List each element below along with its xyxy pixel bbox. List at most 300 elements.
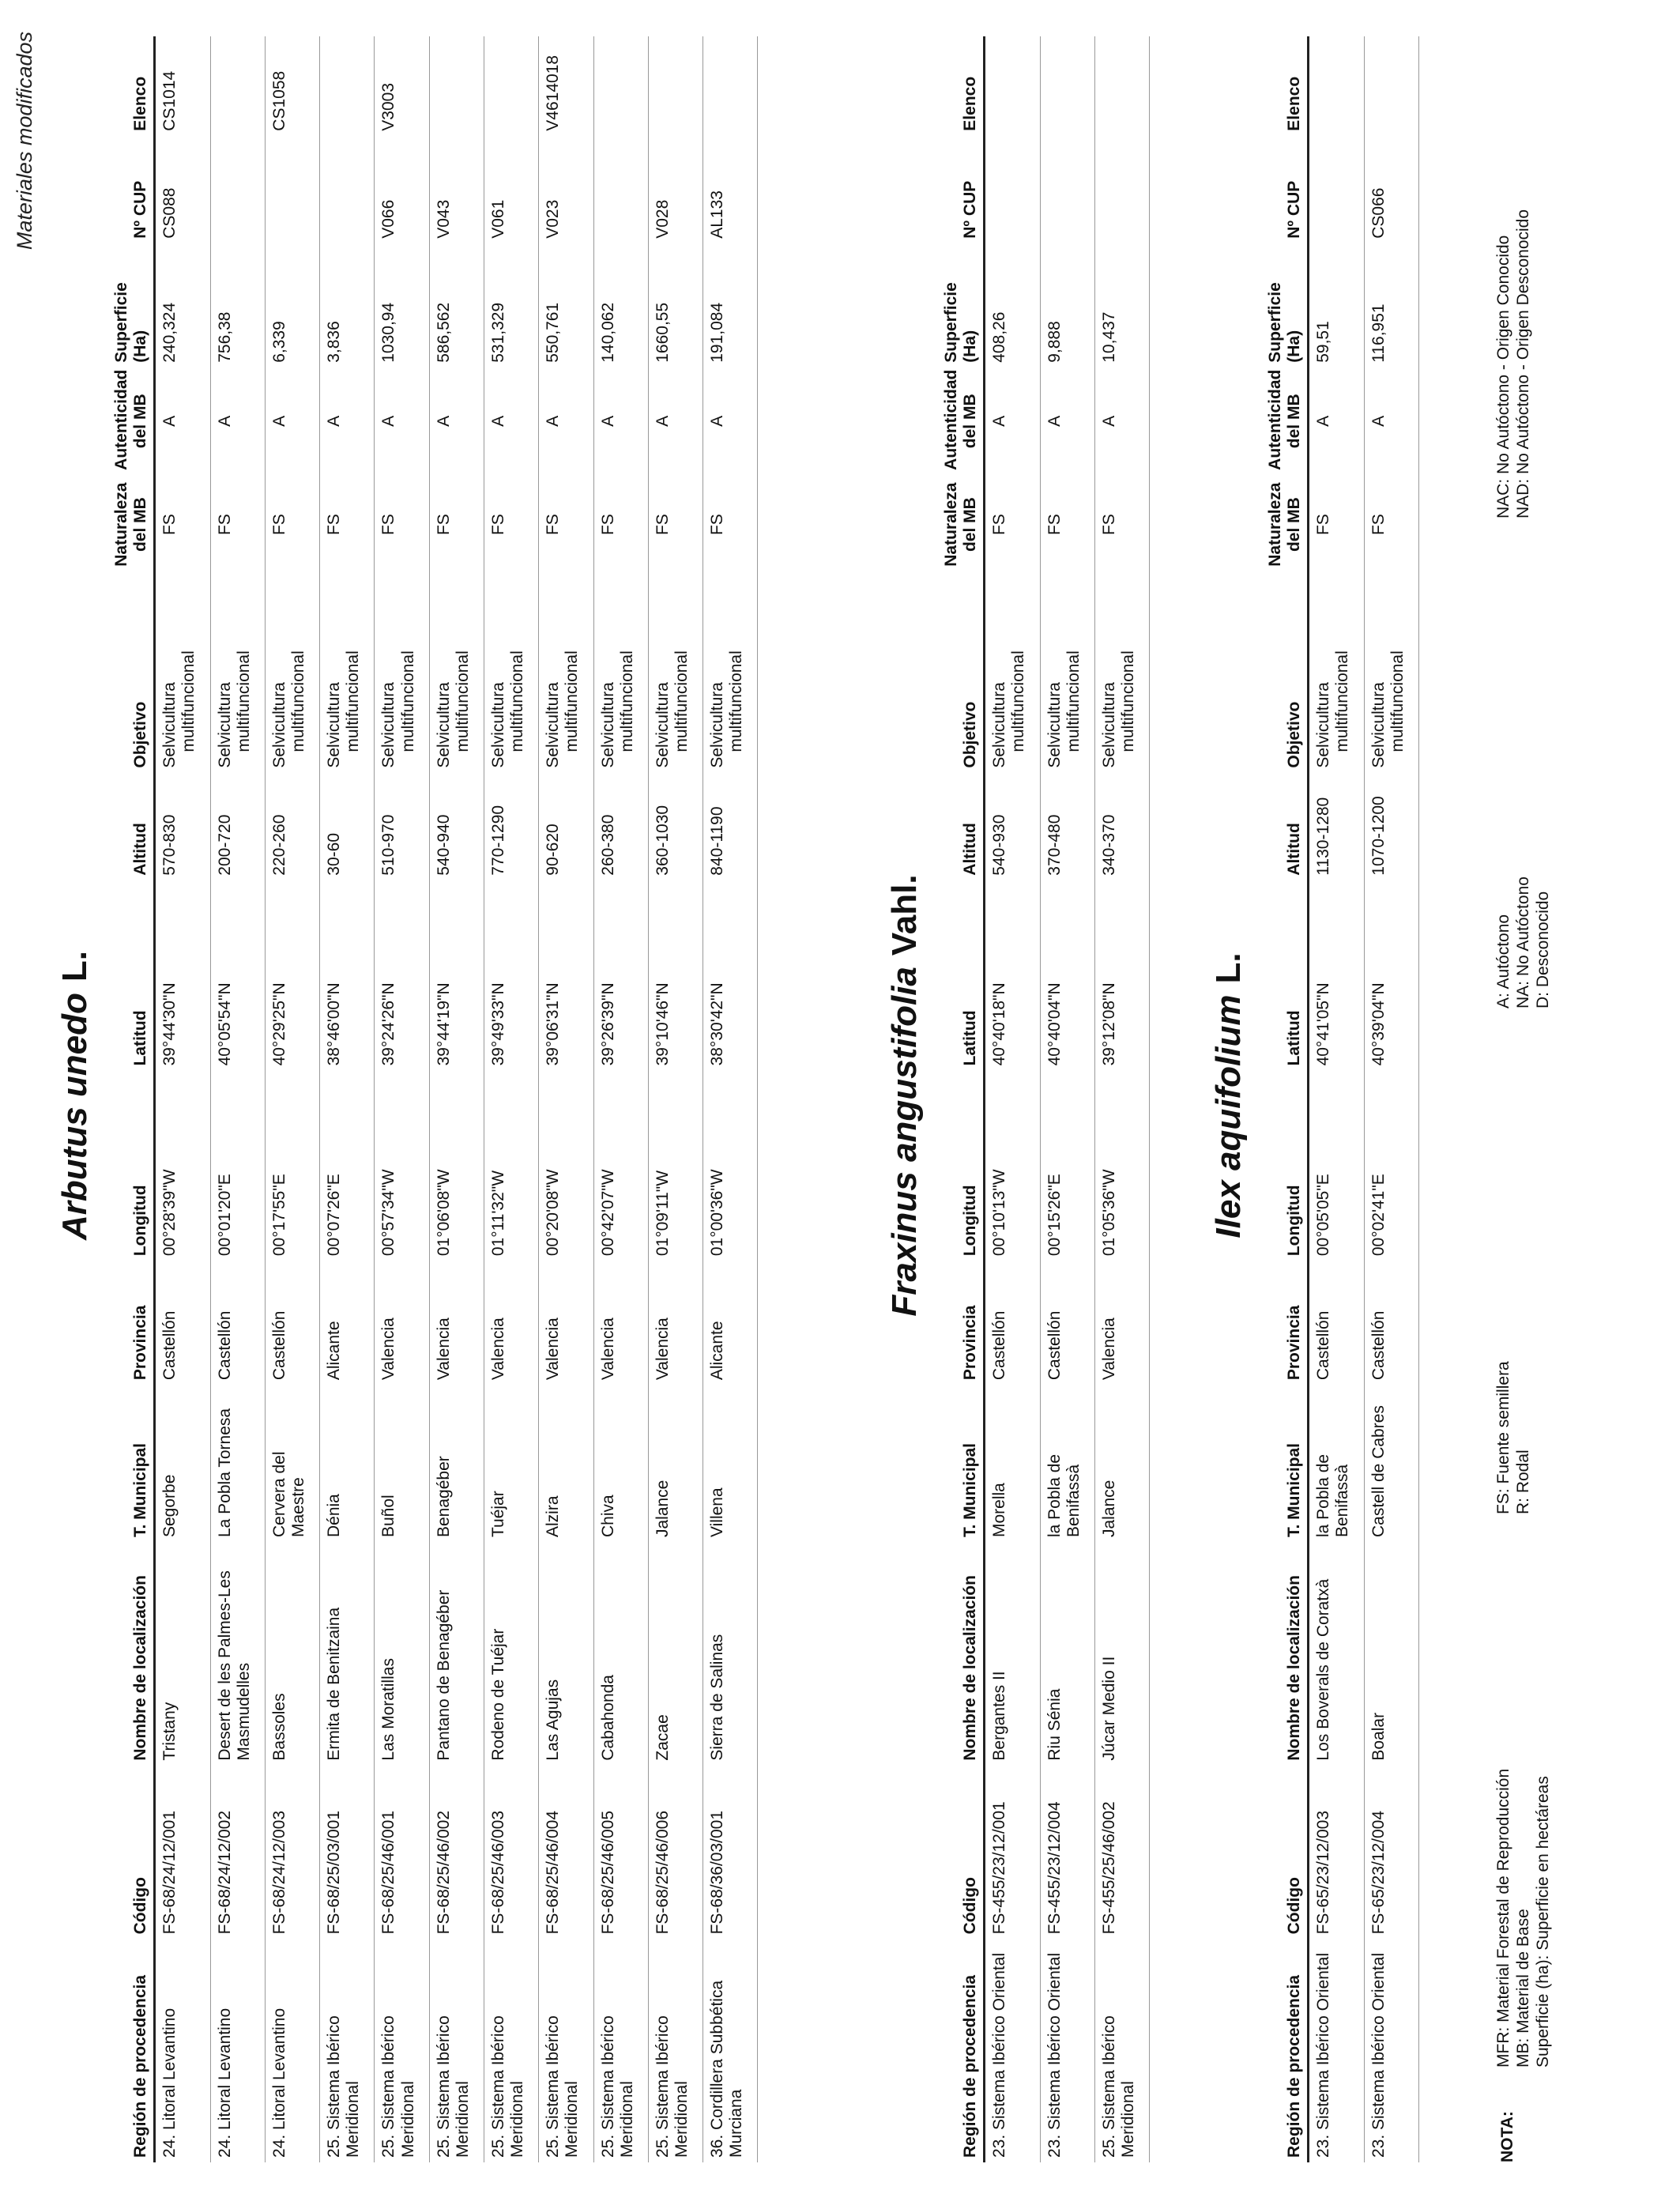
notes-label: NOTA: (1498, 2111, 1516, 2162)
cell-altitud: 200-720 (210, 773, 265, 880)
cell-longitud: 00°05'05"E (1309, 1070, 1364, 1261)
cell-autenticidad: A (593, 368, 648, 475)
cell-codigo: FS-455/25/46/002 (1094, 1766, 1149, 1940)
cell-region: 25. Sistema Ibérico Meridional (593, 1939, 648, 2162)
species-genus: Fraxinus angustifolia (885, 967, 924, 1317)
objetivo-line-2: multifuncional (1333, 650, 1352, 752)
column-header: Superficie (Ha) (112, 243, 155, 368)
column-header: Código (1266, 1766, 1309, 1940)
objetivo-line-1: Selvicultura (1369, 682, 1388, 768)
cell-objetivo (985, 574, 1040, 772)
notes-col-1 (1494, 1769, 1554, 2068)
cell-provincia: Valencia (429, 1261, 484, 1385)
objetivo-line-2: multifuncional (508, 650, 527, 752)
table-row (484, 36, 538, 2162)
cell-nombre: Cabahonda (593, 1542, 648, 1766)
objetivo-line-2: multifuncional (1118, 650, 1137, 752)
cell-elenco (1094, 36, 1149, 136)
cell-elenco (1364, 36, 1418, 136)
cell-provincia: Castellón (1040, 1261, 1094, 1385)
cell-municipio: Jalance (1094, 1385, 1149, 1542)
cell-elenco (320, 36, 375, 136)
cell-altitud: 1130-1280 (1309, 773, 1364, 880)
cell-latitud: 40°39'04"N (1364, 880, 1418, 1071)
objetivo-line-1: Selvicultura (488, 682, 507, 768)
cell-cup: V023 (539, 136, 593, 243)
note-line: NAD: No Autóctono - Origen Desconocido (1514, 209, 1533, 518)
cell-altitud: 90-620 (539, 773, 593, 880)
species-title (885, 28, 925, 2162)
cell-objetivo (1094, 574, 1149, 772)
objetivo-line-1: Selvicultura (990, 682, 1009, 768)
cell-codigo: FS-455/23/12/004 (1040, 1766, 1094, 1940)
cell-longitud: 01°09'11"W (648, 1070, 703, 1261)
cell-provincia: Valencia (648, 1261, 703, 1385)
cell-longitud: 01°05'36"W (1094, 1070, 1149, 1261)
cell-codigo: FS-68/25/46/002 (429, 1766, 484, 1940)
cell-superficie: 1660,55 (648, 243, 703, 368)
cell-latitud: 40°05'54"N (210, 880, 265, 1071)
cell-longitud: 00°15'26"E (1040, 1070, 1094, 1261)
column-header: Elenco (1266, 36, 1309, 136)
notes-col-2 (1494, 1361, 1533, 1514)
cell-naturaleza: FS (210, 475, 265, 575)
table-row (210, 36, 265, 2162)
cell-region: 23. Sistema Ibérico Oriental (1364, 1939, 1418, 2162)
cell-naturaleza: FS (429, 475, 484, 575)
cell-codigo: FS-68/25/46/006 (648, 1766, 703, 1940)
species-table (1266, 36, 1419, 2162)
objetivo-line-2: multifuncional (617, 650, 636, 752)
column-header: Elenco (112, 36, 155, 136)
cell-naturaleza: FS (484, 475, 538, 575)
cell-provincia: Alicante (703, 1261, 758, 1385)
cell-autenticidad: A (1094, 368, 1149, 475)
column-header: Nº CUP (1266, 136, 1309, 243)
cell-naturaleza: FS (1040, 475, 1094, 575)
cell-cup: CS088 (155, 136, 210, 243)
column-header: Región de procedencia (1266, 1939, 1309, 2162)
column-header: Elenco (942, 36, 985, 136)
cell-nombre: Pantano de Benagéber (429, 1542, 484, 1766)
column-header: Superficie (Ha) (1266, 243, 1309, 368)
cell-nombre: Bergantes II (985, 1542, 1040, 1766)
column-header: Latitud (942, 880, 985, 1071)
column-header: Nº CUP (942, 136, 985, 243)
species-genus: Ilex aquifolium (1209, 994, 1248, 1238)
objetivo-line-1: Selvicultura (544, 682, 563, 768)
cell-elenco (210, 36, 265, 136)
note-line: A: Autóctono (1494, 914, 1512, 1008)
cell-naturaleza: FS (985, 475, 1040, 575)
table-row (375, 36, 429, 2162)
cell-objetivo (593, 574, 648, 772)
objetivo-line-2: multifuncional (453, 650, 472, 752)
cell-municipio: Alzira (539, 1385, 593, 1542)
objetivo-line-2: multifuncional (344, 650, 363, 752)
cell-superficie: 1030,94 (375, 243, 429, 368)
column-header: Naturaleza del MB (1266, 475, 1309, 575)
column-header: Longitud (1266, 1070, 1309, 1261)
cell-latitud: 40°40'04"N (1040, 880, 1094, 1071)
cell-longitud: 00°42'07"W (593, 1070, 648, 1261)
cell-provincia: Valencia (1094, 1261, 1149, 1385)
cell-municipio: Villena (703, 1385, 758, 1542)
cell-nombre: Bassoles (265, 1542, 319, 1766)
table-row (1309, 36, 1364, 2162)
cell-region: 24. Litoral Levantino (155, 1939, 210, 2162)
cell-codigo: FS-68/25/03/001 (320, 1766, 375, 1940)
objetivo-line-1: Selvicultura (1045, 682, 1064, 768)
section-arbutus (55, 28, 758, 2162)
objetivo-line-2: multifuncional (1388, 650, 1407, 752)
cell-naturaleza: FS (320, 475, 375, 575)
cell-altitud: 360-1030 (648, 773, 703, 880)
cell-superficie: 756,38 (210, 243, 265, 368)
cell-provincia: Valencia (593, 1261, 648, 1385)
cell-superficie: 531,329 (484, 243, 538, 368)
objetivo-line-1: Selvicultura (434, 682, 453, 768)
column-header: Superficie (Ha) (942, 243, 985, 368)
cell-codigo: FS-68/25/46/001 (375, 1766, 429, 1940)
column-header: Naturaleza del MB (112, 475, 155, 575)
cell-superficie: 240,324 (155, 243, 210, 368)
cell-latitud: 39°12'08"N (1094, 880, 1149, 1071)
cell-nombre: Las Moratillas (375, 1542, 429, 1766)
cell-nombre: Desert de les Palmes-Les Masmudelles (210, 1542, 265, 1766)
cell-region: 25. Sistema Ibérico Meridional (429, 1939, 484, 2162)
cell-region: 25. Sistema Ibérico Meridional (648, 1939, 703, 2162)
cell-provincia: Castellón (985, 1261, 1040, 1385)
cell-nombre: Tristany (155, 1542, 210, 1766)
cell-municipio: la Pobla de Benifassà (1040, 1385, 1094, 1542)
cell-codigo: FS-68/24/12/003 (265, 1766, 319, 1940)
cell-cup (210, 136, 265, 243)
cell-provincia: Castellón (155, 1261, 210, 1385)
cell-nombre: Los Boverals de Coratxà (1309, 1542, 1364, 1766)
header-row (1266, 36, 1309, 2162)
cell-altitud: 1070-1200 (1364, 773, 1418, 880)
cell-longitud: 00°10'13"W (985, 1070, 1040, 1261)
column-header: Altitud (1266, 773, 1309, 880)
cell-autenticidad: A (484, 368, 538, 475)
column-header: Longitud (112, 1070, 155, 1261)
cell-autenticidad: A (985, 368, 1040, 475)
table-row (320, 36, 375, 2162)
cell-elenco (648, 36, 703, 136)
cell-longitud: 01°06'08"W (429, 1070, 484, 1261)
cell-region: 24. Litoral Levantino (210, 1939, 265, 2162)
cell-provincia: Valencia (484, 1261, 538, 1385)
cell-municipio: Chiva (593, 1385, 648, 1542)
column-header: Objetivo (1266, 574, 1309, 772)
cell-autenticidad: A (265, 368, 319, 475)
header-row (942, 36, 985, 2162)
cell-naturaleza: FS (648, 475, 703, 575)
cell-autenticidad: A (210, 368, 265, 475)
objetivo-line-2: multifuncional (288, 650, 307, 752)
cell-superficie: 191,084 (703, 243, 758, 368)
cell-region: 36. Cordillera Subbética Murciana (703, 1939, 758, 2162)
cell-objetivo (484, 574, 538, 772)
cell-nombre: Riu Sénia (1040, 1542, 1094, 1766)
cell-cup (265, 136, 319, 243)
cell-region: 25. Sistema Ibérico Meridional (484, 1939, 538, 2162)
cell-provincia: Castellón (265, 1261, 319, 1385)
cell-altitud: 340-370 (1094, 773, 1149, 880)
cell-naturaleza: FS (265, 475, 319, 575)
cell-latitud: 39°44'19"N (429, 880, 484, 1071)
cell-cup: V043 (429, 136, 484, 243)
cell-latitud: 39°10'46"N (648, 880, 703, 1071)
objetivo-line-1: Selvicultura (160, 682, 179, 768)
cell-cup: V061 (484, 136, 538, 243)
cell-nombre: Las Agujas (539, 1542, 593, 1766)
cell-superficie: 550,761 (539, 243, 593, 368)
objetivo-line-2: multifuncional (398, 650, 417, 752)
cell-elenco (429, 36, 484, 136)
cell-latitud: 40°41'05"N (1309, 880, 1364, 1071)
table-row (985, 36, 1040, 2162)
cell-objetivo (1364, 574, 1418, 772)
cell-municipio: Segorbe (155, 1385, 210, 1542)
species-title (55, 28, 95, 2162)
cell-cup: V028 (648, 136, 703, 243)
note-line: R: Rodal (1514, 1449, 1533, 1514)
table-row (1364, 36, 1418, 2162)
cell-elenco: V3003 (375, 36, 429, 136)
cell-codigo: FS-68/25/46/004 (539, 1766, 593, 1940)
objetivo-line-1: Selvicultura (325, 682, 344, 768)
cell-region: 25. Sistema Ibérico Meridional (539, 1939, 593, 2162)
table-row (539, 36, 593, 2162)
column-header: Latitud (112, 880, 155, 1071)
cell-codigo: FS-68/24/12/001 (155, 1766, 210, 1940)
cell-cup: V066 (375, 136, 429, 243)
cell-superficie: 586,562 (429, 243, 484, 368)
column-header: Altitud (112, 773, 155, 880)
cell-nombre: Zacae (648, 1542, 703, 1766)
cell-objetivo (265, 574, 319, 772)
column-header: Región de procedencia (112, 1939, 155, 2162)
cell-naturaleza: FS (539, 475, 593, 575)
cell-elenco (1309, 36, 1364, 136)
objetivo-line-1: Selvicultura (269, 682, 288, 768)
cell-cup: CS066 (1364, 136, 1418, 243)
cell-altitud: 370-480 (1040, 773, 1094, 880)
cell-latitud: 39°06'31"N (539, 880, 593, 1071)
section-fraxinus (885, 28, 1150, 2162)
column-header: Nombre de localización (1266, 1542, 1309, 1766)
column-header: Objetivo (942, 574, 985, 772)
section-ilex (1209, 28, 1419, 2162)
cell-provincia: Castellón (210, 1261, 265, 1385)
cell-region: 24. Litoral Levantino (265, 1939, 319, 2162)
objetivo-line-1: Selvicultura (1314, 682, 1333, 768)
cell-region: 25. Sistema Ibérico Meridional (320, 1939, 375, 2162)
cell-superficie: 59,51 (1309, 243, 1364, 368)
cell-nombre: Rodeno de Tuéjar (484, 1542, 538, 1766)
cell-autenticidad: A (1040, 368, 1094, 475)
column-header: Naturaleza del MB (942, 475, 985, 575)
objetivo-line-1: Selvicultura (708, 682, 727, 768)
cell-elenco (703, 36, 758, 136)
column-header: Autenticidad del MB (942, 368, 985, 475)
cell-provincia: Alicante (320, 1261, 375, 1385)
cell-longitud: 00°20'08"W (539, 1070, 593, 1261)
column-header: Nombre de localización (112, 1542, 155, 1766)
table-row (1040, 36, 1094, 2162)
cell-elenco: V4614018 (539, 36, 593, 136)
cell-region: 23. Sistema Ibérico Oriental (985, 1939, 1040, 2162)
cell-altitud: 510-970 (375, 773, 429, 880)
cell-longitud: 00°01'20"E (210, 1070, 265, 1261)
cell-nombre: Júcar Medio II (1094, 1542, 1149, 1766)
cell-objetivo (703, 574, 758, 772)
cell-superficie: 10,437 (1094, 243, 1149, 368)
column-header: Longitud (942, 1070, 985, 1261)
objetivo-line-1: Selvicultura (598, 682, 617, 768)
cell-objetivo (429, 574, 484, 772)
cell-municipio: Jalance (648, 1385, 703, 1542)
cell-provincia: Valencia (539, 1261, 593, 1385)
cell-naturaleza: FS (703, 475, 758, 575)
cell-superficie: 9,888 (1040, 243, 1094, 368)
cell-provincia: Castellón (1364, 1261, 1418, 1385)
cell-codigo: FS-65/23/12/004 (1364, 1766, 1418, 1940)
objetivo-line-2: multifuncional (1064, 650, 1083, 752)
cell-altitud: 540-930 (985, 773, 1040, 880)
cell-naturaleza: FS (1309, 475, 1364, 575)
cell-altitud: 220-260 (265, 773, 319, 880)
cell-superficie: 116,951 (1364, 243, 1418, 368)
cell-longitud: 00°02'41"E (1364, 1070, 1418, 1261)
cell-autenticidad: A (375, 368, 429, 475)
cell-latitud: 40°29'25"N (265, 880, 319, 1071)
objetivo-line-2: multifuncional (179, 650, 198, 752)
cell-objetivo (648, 574, 703, 772)
species-author: L. (55, 951, 94, 982)
cell-elenco: CS1014 (155, 36, 210, 136)
cell-elenco (1040, 36, 1094, 136)
cell-cup (1094, 136, 1149, 243)
cell-objetivo (1040, 574, 1094, 772)
cell-municipio: Castell de Cabres (1364, 1385, 1418, 1542)
objetivo-line-1: Selvicultura (653, 682, 672, 768)
cell-altitud: 260-380 (593, 773, 648, 880)
cell-latitud: 39°49'33"N (484, 880, 538, 1071)
cell-autenticidad: A (320, 368, 375, 475)
cell-altitud: 30-60 (320, 773, 375, 880)
cell-region: 23. Sistema Ibérico Oriental (1040, 1939, 1094, 2162)
column-header: Latitud (1266, 880, 1309, 1071)
cell-latitud: 39°26'39"N (593, 880, 648, 1071)
cell-superficie: 6,339 (265, 243, 319, 368)
header-row (112, 36, 155, 2162)
note-line: MFR: Material Forestal de Reproducción (1494, 1768, 1512, 2068)
cell-cup: AL133 (703, 136, 758, 243)
cell-autenticidad: A (539, 368, 593, 475)
cell-municipio: Tuéjar (484, 1385, 538, 1542)
cell-superficie: 140,062 (593, 243, 648, 368)
cell-municipio: La Pobla Tornesa (210, 1385, 265, 1542)
species-table (112, 36, 758, 2162)
cell-provincia: Valencia (375, 1261, 429, 1385)
cell-latitud: 38°46'00"N (320, 880, 375, 1071)
objetivo-line-2: multifuncional (1009, 650, 1028, 752)
column-header: Autenticidad del MB (1266, 368, 1309, 475)
species-author: Vahl. (885, 874, 924, 956)
cell-municipio: Benagéber (429, 1385, 484, 1542)
cell-region: 23. Sistema Ibérico Oriental (1309, 1939, 1364, 2162)
cell-provincia: Castellón (1309, 1261, 1364, 1385)
cell-municipio: la Pobla de Benifassà (1309, 1385, 1364, 1542)
cell-altitud: 770-1290 (484, 773, 538, 880)
column-header: T. Municipal (1266, 1385, 1309, 1542)
column-header: Autenticidad del MB (112, 368, 155, 475)
cell-naturaleza: FS (1364, 475, 1418, 575)
cell-autenticidad: A (1309, 368, 1364, 475)
objetivo-line-2: multifuncional (727, 650, 746, 752)
cell-objetivo (375, 574, 429, 772)
species-genus: Arbutus unedo (55, 993, 94, 1240)
cell-superficie: 3,836 (320, 243, 375, 368)
cell-longitud: 00°07'26"E (320, 1070, 375, 1261)
cell-altitud: 840-1190 (703, 773, 758, 880)
cell-municipio: Dénia (320, 1385, 375, 1542)
cell-latitud: 39°44'30"N (155, 880, 210, 1071)
cell-nombre: Boalar (1364, 1542, 1418, 1766)
objetivo-line-2: multifuncional (672, 650, 691, 752)
column-header: Altitud (942, 773, 985, 880)
cell-naturaleza: FS (375, 475, 429, 575)
cell-municipio: Buñol (375, 1385, 429, 1542)
cell-elenco (593, 36, 648, 136)
cell-naturaleza: FS (155, 475, 210, 575)
cell-naturaleza: FS (593, 475, 648, 575)
page-header-title: Materiales modificados (13, 32, 36, 251)
column-header: Nombre de localización (942, 1542, 985, 1766)
cell-cup (320, 136, 375, 243)
cell-superficie: 408,26 (985, 243, 1040, 368)
cell-latitud: 39°24'26"N (375, 880, 429, 1071)
table-row (593, 36, 648, 2162)
column-header: Provincia (942, 1261, 985, 1385)
cell-latitud: 40°40'18"N (985, 880, 1040, 1071)
cell-elenco: CS1058 (265, 36, 319, 136)
note-line: NAC: No Autóctono - Origen Conocido (1494, 235, 1512, 518)
cell-objetivo (210, 574, 265, 772)
cell-municipio: Cervera del Maestre (265, 1385, 319, 1542)
cell-longitud: 00°28'39"W (155, 1070, 210, 1261)
cell-elenco (985, 36, 1040, 136)
objetivo-line-2: multifuncional (563, 650, 582, 752)
cell-cup (1040, 136, 1094, 243)
cell-elenco (484, 36, 538, 136)
cell-codigo: FS-68/25/46/003 (484, 1766, 538, 1940)
objetivo-line-1: Selvicultura (379, 682, 398, 768)
cell-codigo: FS-65/23/12/003 (1309, 1766, 1364, 1940)
species-author: L. (1209, 952, 1248, 984)
column-header: Código (112, 1766, 155, 1940)
cell-naturaleza: FS (1094, 475, 1149, 575)
cell-region: 25. Sistema Ibérico Meridional (1094, 1939, 1149, 2162)
cell-longitud: 00°57'34"W (375, 1070, 429, 1261)
cell-autenticidad: A (429, 368, 484, 475)
cell-cup (985, 136, 1040, 243)
cell-autenticidad: A (1364, 368, 1418, 475)
column-header: Provincia (1266, 1261, 1309, 1385)
